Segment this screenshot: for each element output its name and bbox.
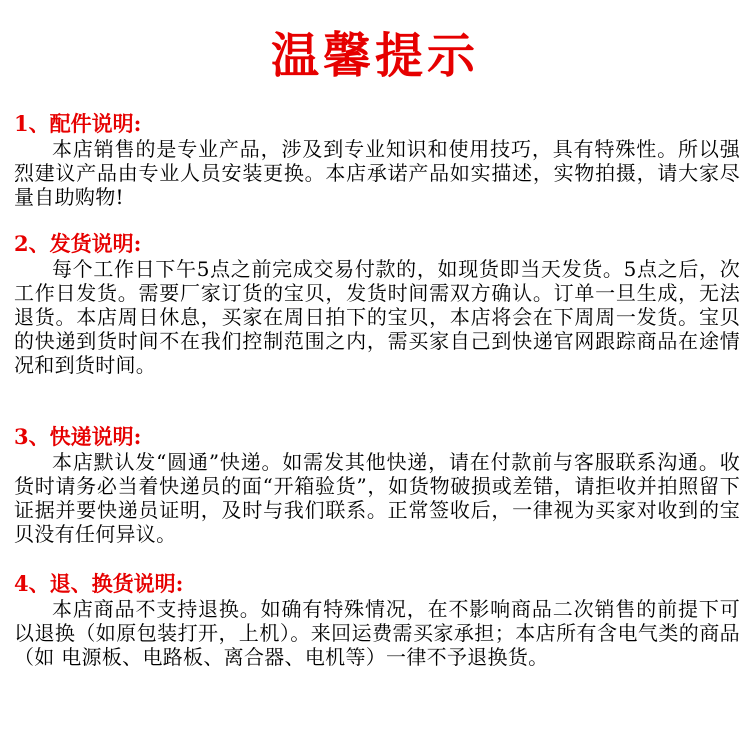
section-body: 本店商品不支持退换。如确有特殊情况，在不影响商品二次销售的前提下可以退换（如原包装打开，上机）。来回运费需买家承担；本店所有含电气类的商品（如 电源板、电路板、离合器、电机等）一律不予退换货。 xyxy=(14,597,740,669)
section-returns xyxy=(14,571,740,669)
section-heading: 2、发货说明: xyxy=(14,231,142,256)
section-body: 每个工作日下午5点之前完成交易付款的，如现货即当天发货。5点之后，次工作日发货。需要厂家订货的宝贝，发货时间需双方确认。订单一旦生成，无法退货。本店周日休息，买家在周日拍下的宝贝，本店将会在下周周一发货。宝贝的快递到货时间不在我们控制范围之内，需买家自己到快递官网跟踪商品在途情况和到货时间。 xyxy=(14,257,740,377)
section-heading: 1、配件说明: xyxy=(14,111,142,136)
section-body: 本店销售的是专业产品，涉及到专业知识和使用技巧，具有特殊性。所以强烈建议产品由专业人员安装更换。本店承诺产品如实描述，实物拍摄，请大家尽量自助购物! xyxy=(14,137,740,209)
section-heading: 4、退、换货说明: xyxy=(14,571,184,596)
section-body: 本店默认发“圆通”快递。如需发其他快递，请在付款前与客服联系沟通。收货时请务必当着快递员的面“开箱验货”，如货物破损或差错，请拒收并拍照留下证据并要快递员证明，及时与我们联系。正常签收后，一律视为买家对收到的宝贝没有任何异议。 xyxy=(14,450,740,546)
section-parts xyxy=(14,111,740,209)
section-courier xyxy=(14,424,740,546)
page-title: 温馨提示 xyxy=(270,28,479,84)
section-heading: 3、快递说明: xyxy=(14,424,142,449)
section-shipping xyxy=(14,231,740,377)
